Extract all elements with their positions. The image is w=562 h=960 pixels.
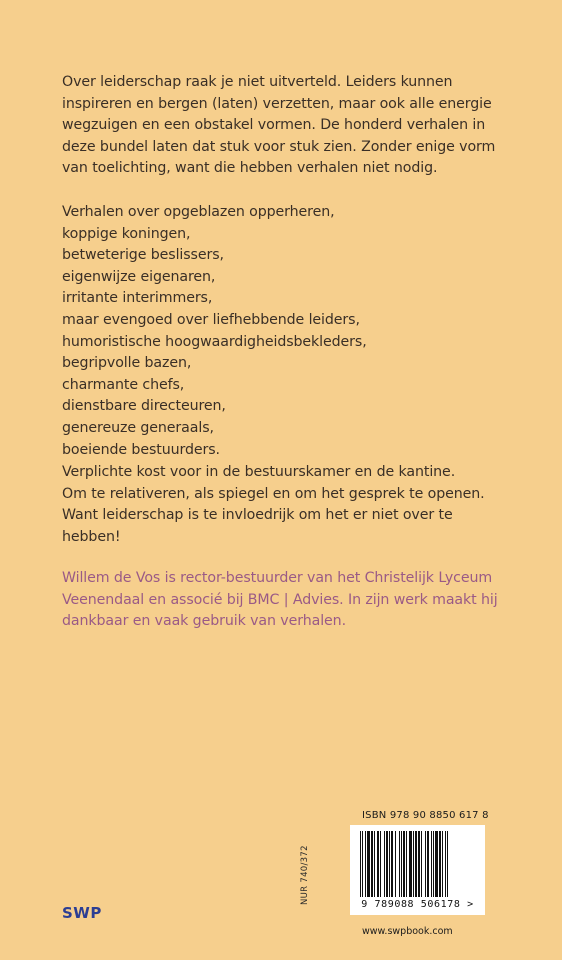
- list-item: genereuze generaals,: [62, 419, 214, 436]
- barcode: [350, 825, 485, 915]
- barcode-bar: [447, 831, 448, 897]
- author-line: Veenendaal en associé bij BMC | Advies. In zijn werk maakt hij: [62, 591, 498, 608]
- barcode-bar: [399, 831, 400, 897]
- list-item: boeiende bestuurders.: [62, 441, 220, 458]
- barcode-bar: [367, 831, 370, 897]
- list-item: koppige koningen,: [62, 225, 191, 242]
- barcode-bar: [360, 831, 361, 897]
- outro-line: Om te relativeren, als spiegel en om het gesprek te openen.: [62, 485, 485, 502]
- barcode-bar: [425, 831, 426, 897]
- list-item: charmante chefs,: [62, 376, 185, 393]
- barcode-bar: [391, 831, 393, 897]
- barcode-bar: [386, 831, 388, 897]
- intro-line: van toelichting, want die hebben verhalen niet nodig.: [62, 160, 438, 177]
- barcode-bar: [431, 831, 432, 897]
- barcode-bar: [435, 831, 438, 897]
- barcode-bar: [427, 831, 429, 897]
- barcode-bar: [418, 831, 420, 897]
- list-item: humoristische hoogwaardigheidsbekleders,: [62, 333, 367, 350]
- outro-line: Verplichte kost voor in de bestuurskamer en de kantine.: [62, 464, 456, 480]
- barcode-bar: [395, 831, 396, 897]
- barcode-bar: [442, 831, 443, 897]
- barcode-bar: [374, 831, 375, 897]
- list-item: Verhalen over opgeblazen opperheren,: [62, 204, 335, 220]
- nur-code: NUR 740/372: [300, 845, 310, 905]
- barcode-bar: [433, 831, 434, 897]
- barcode-bar: [401, 831, 402, 897]
- barcode-bar: [415, 831, 417, 897]
- publisher-logo: SWP: [62, 904, 102, 922]
- barcode-digits: 9 789088 506178 >: [361, 899, 474, 910]
- list-item: begripvolle bazen,: [62, 355, 192, 372]
- barcode-bar: [377, 831, 379, 897]
- barcode-bar: [380, 831, 381, 897]
- list-item: maar evengoed over liefhebbende leiders,: [62, 311, 360, 328]
- outro-line: hebben!: [62, 528, 121, 545]
- barcode-bars: [358, 831, 477, 897]
- leader-list: [62, 202, 512, 461]
- intro-line: Over leiderschap raak je niet uitverteld. Leiders kunnen: [62, 74, 453, 90]
- barcode-bar: [421, 831, 422, 897]
- outro-line: Want leiderschap is te invloedrijk om het er niet over te: [62, 507, 453, 524]
- barcode-bar: [365, 831, 366, 897]
- list-item: eigenwijze eigenaren,: [62, 268, 216, 285]
- list-item: betweterige beslissers,: [62, 247, 224, 264]
- author-line: dankbaar en vaak gebruik van verhalen.: [62, 613, 346, 630]
- author-bio: [62, 568, 512, 633]
- intro-paragraph: [62, 72, 512, 180]
- barcode-bar: [439, 831, 441, 897]
- barcode-bar: [384, 831, 385, 897]
- list-item: dienstbare directeuren,: [62, 398, 226, 415]
- intro-line: wegzuigen en een obstakel vormen. De honderd verhalen in: [62, 117, 486, 134]
- intro-line: inspireren en bergen (laten) verzetten, maar ook alle energie: [62, 95, 492, 112]
- author-line: Willem de Vos is rector-bestuurder van het Christelijk Lyceum: [62, 570, 493, 586]
- barcode-bar: [389, 831, 390, 897]
- barcode-bar: [371, 831, 373, 897]
- intro-line: deze bundel laten dat stuk voor stuk zien. Zonder enige vorm: [62, 138, 496, 155]
- barcode-bar: [406, 831, 407, 897]
- isbn-number: ISBN 978 90 8850 617 8: [362, 810, 489, 821]
- barcode-bar: [403, 831, 405, 897]
- publisher-website: www.swpbook.com: [362, 926, 453, 937]
- barcode-bar: [413, 831, 414, 897]
- barcode-bar: [362, 831, 363, 897]
- barcode-bar: [409, 831, 412, 897]
- outro-paragraph: [62, 462, 512, 548]
- barcode-bar: [445, 831, 446, 897]
- list-item: irritante interimmers,: [62, 290, 213, 307]
